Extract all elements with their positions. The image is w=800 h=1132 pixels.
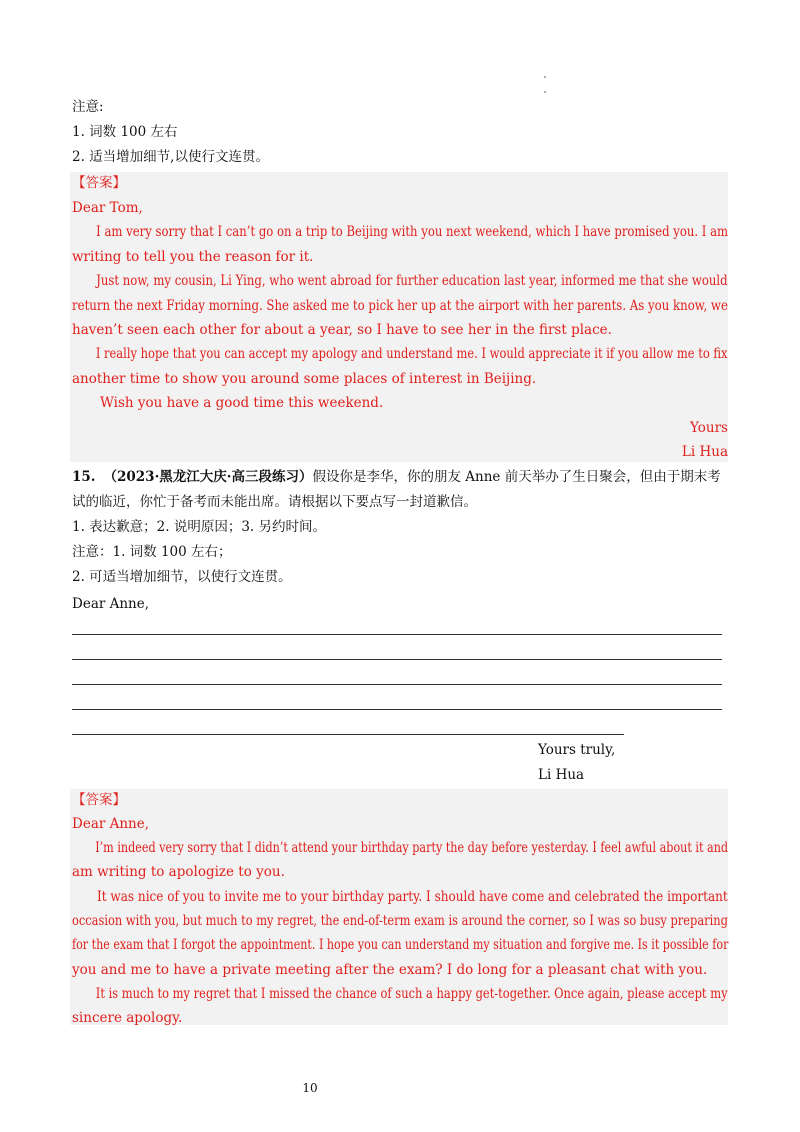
- letter-line: occasion with you, but much to my regret, the end-of-term exam is around the corner, so I was so busy preparing: [72, 913, 728, 929]
- letter-salutation: Dear Anne,: [72, 816, 150, 832]
- answer-tag: 【答案】: [72, 792, 126, 808]
- question-note-1: 注意：1. 词数 100 左右；: [72, 544, 232, 560]
- question-15-header: [72, 465, 721, 490]
- letter-line: am writing to apologize to you.: [72, 864, 285, 880]
- decorative-dot: [544, 91, 546, 93]
- question-prompt-continued: 试的临近，你忙于备考而未能出席。请根据以下要点写一封道歉信。: [72, 494, 477, 510]
- question-source: （2023·黑龙江大庆·高三段练习）: [103, 469, 313, 485]
- letter-line: another time to show you around some places of interest in Beijing.: [72, 371, 537, 387]
- letter-signature: Li Hua: [681, 444, 728, 460]
- note-title: 注意:: [72, 99, 104, 115]
- letter-line: haven’t seen each other for about a year, so I have to see her in the first place.: [72, 322, 612, 338]
- letter-line: for the exam that I forgot the appointment. I hope you can understand my situation and forgive me. Is it possible for: [72, 937, 729, 953]
- letter-line: sincere apology.: [72, 1010, 183, 1026]
- letter-line: return the next Friday morning. She asked me to pick her up at the airport with her parents. As you know, we: [72, 298, 728, 314]
- blank-letter-signature: Li Hua: [538, 767, 585, 783]
- letter-line: It is much to my regret that I missed the chance of such a happy get-together. Once again, please accept my: [95, 986, 728, 1002]
- letter-line: I’m indeed very sorry that I didn’t attend your birthday party the day before yesterday. I feel awful about it and: [95, 840, 729, 856]
- writing-line: [72, 734, 624, 735]
- letter-salutation: Dear Tom,: [72, 200, 143, 216]
- writing-line: [72, 659, 722, 660]
- decorative-dot: [544, 76, 546, 78]
- letter-line: you and me to have a private meeting after the exam? I do long for a pleasant chat with you.: [72, 962, 708, 978]
- writing-line: [72, 684, 722, 685]
- writing-line: [72, 634, 722, 635]
- note-item-2: 2. 适当增加细节,以使行文连贯。: [72, 149, 269, 165]
- note-item-1: 1. 词数 100 左右: [72, 124, 178, 140]
- page-number: 10: [302, 1081, 318, 1095]
- question-prompt: 假设你是李华，你的朋友 Anne 前天举办了生日聚会，但由于期末考: [312, 469, 721, 485]
- letter-line: Wish you have a good time this weekend.: [100, 395, 384, 411]
- letter-line: Just now, my cousin, Li Ying, who went abroad for further education last year, informed me that she would: [96, 273, 728, 289]
- letter-line: writing to tell you the reason for it.: [72, 249, 314, 265]
- letter-closing: Yours: [690, 420, 728, 436]
- blank-letter-closing: Yours truly,: [538, 742, 616, 758]
- question-points: 1. 表达歉意；2. 说明原因；3. 另约时间。: [72, 519, 327, 535]
- answer-tag: 【答案】: [72, 175, 126, 191]
- question-number: 15.: [72, 469, 96, 485]
- letter-line: I really hope that you can accept my apology and understand me. I would appreciate it if you allow me to fix: [95, 346, 728, 362]
- blank-letter-salutation: Dear Anne,: [72, 596, 150, 612]
- letter-line: I am very sorry that I can’t go on a trip to Beijing with you next weekend, which I have promised you. I am: [96, 224, 729, 240]
- question-note-2: 2. 可适当增加细节，以使行文连贯。: [72, 569, 292, 585]
- writing-line: [72, 709, 722, 710]
- letter-line: It was nice of you to invite me to your birthday party. I should have come and celebrated the important: [96, 889, 728, 905]
